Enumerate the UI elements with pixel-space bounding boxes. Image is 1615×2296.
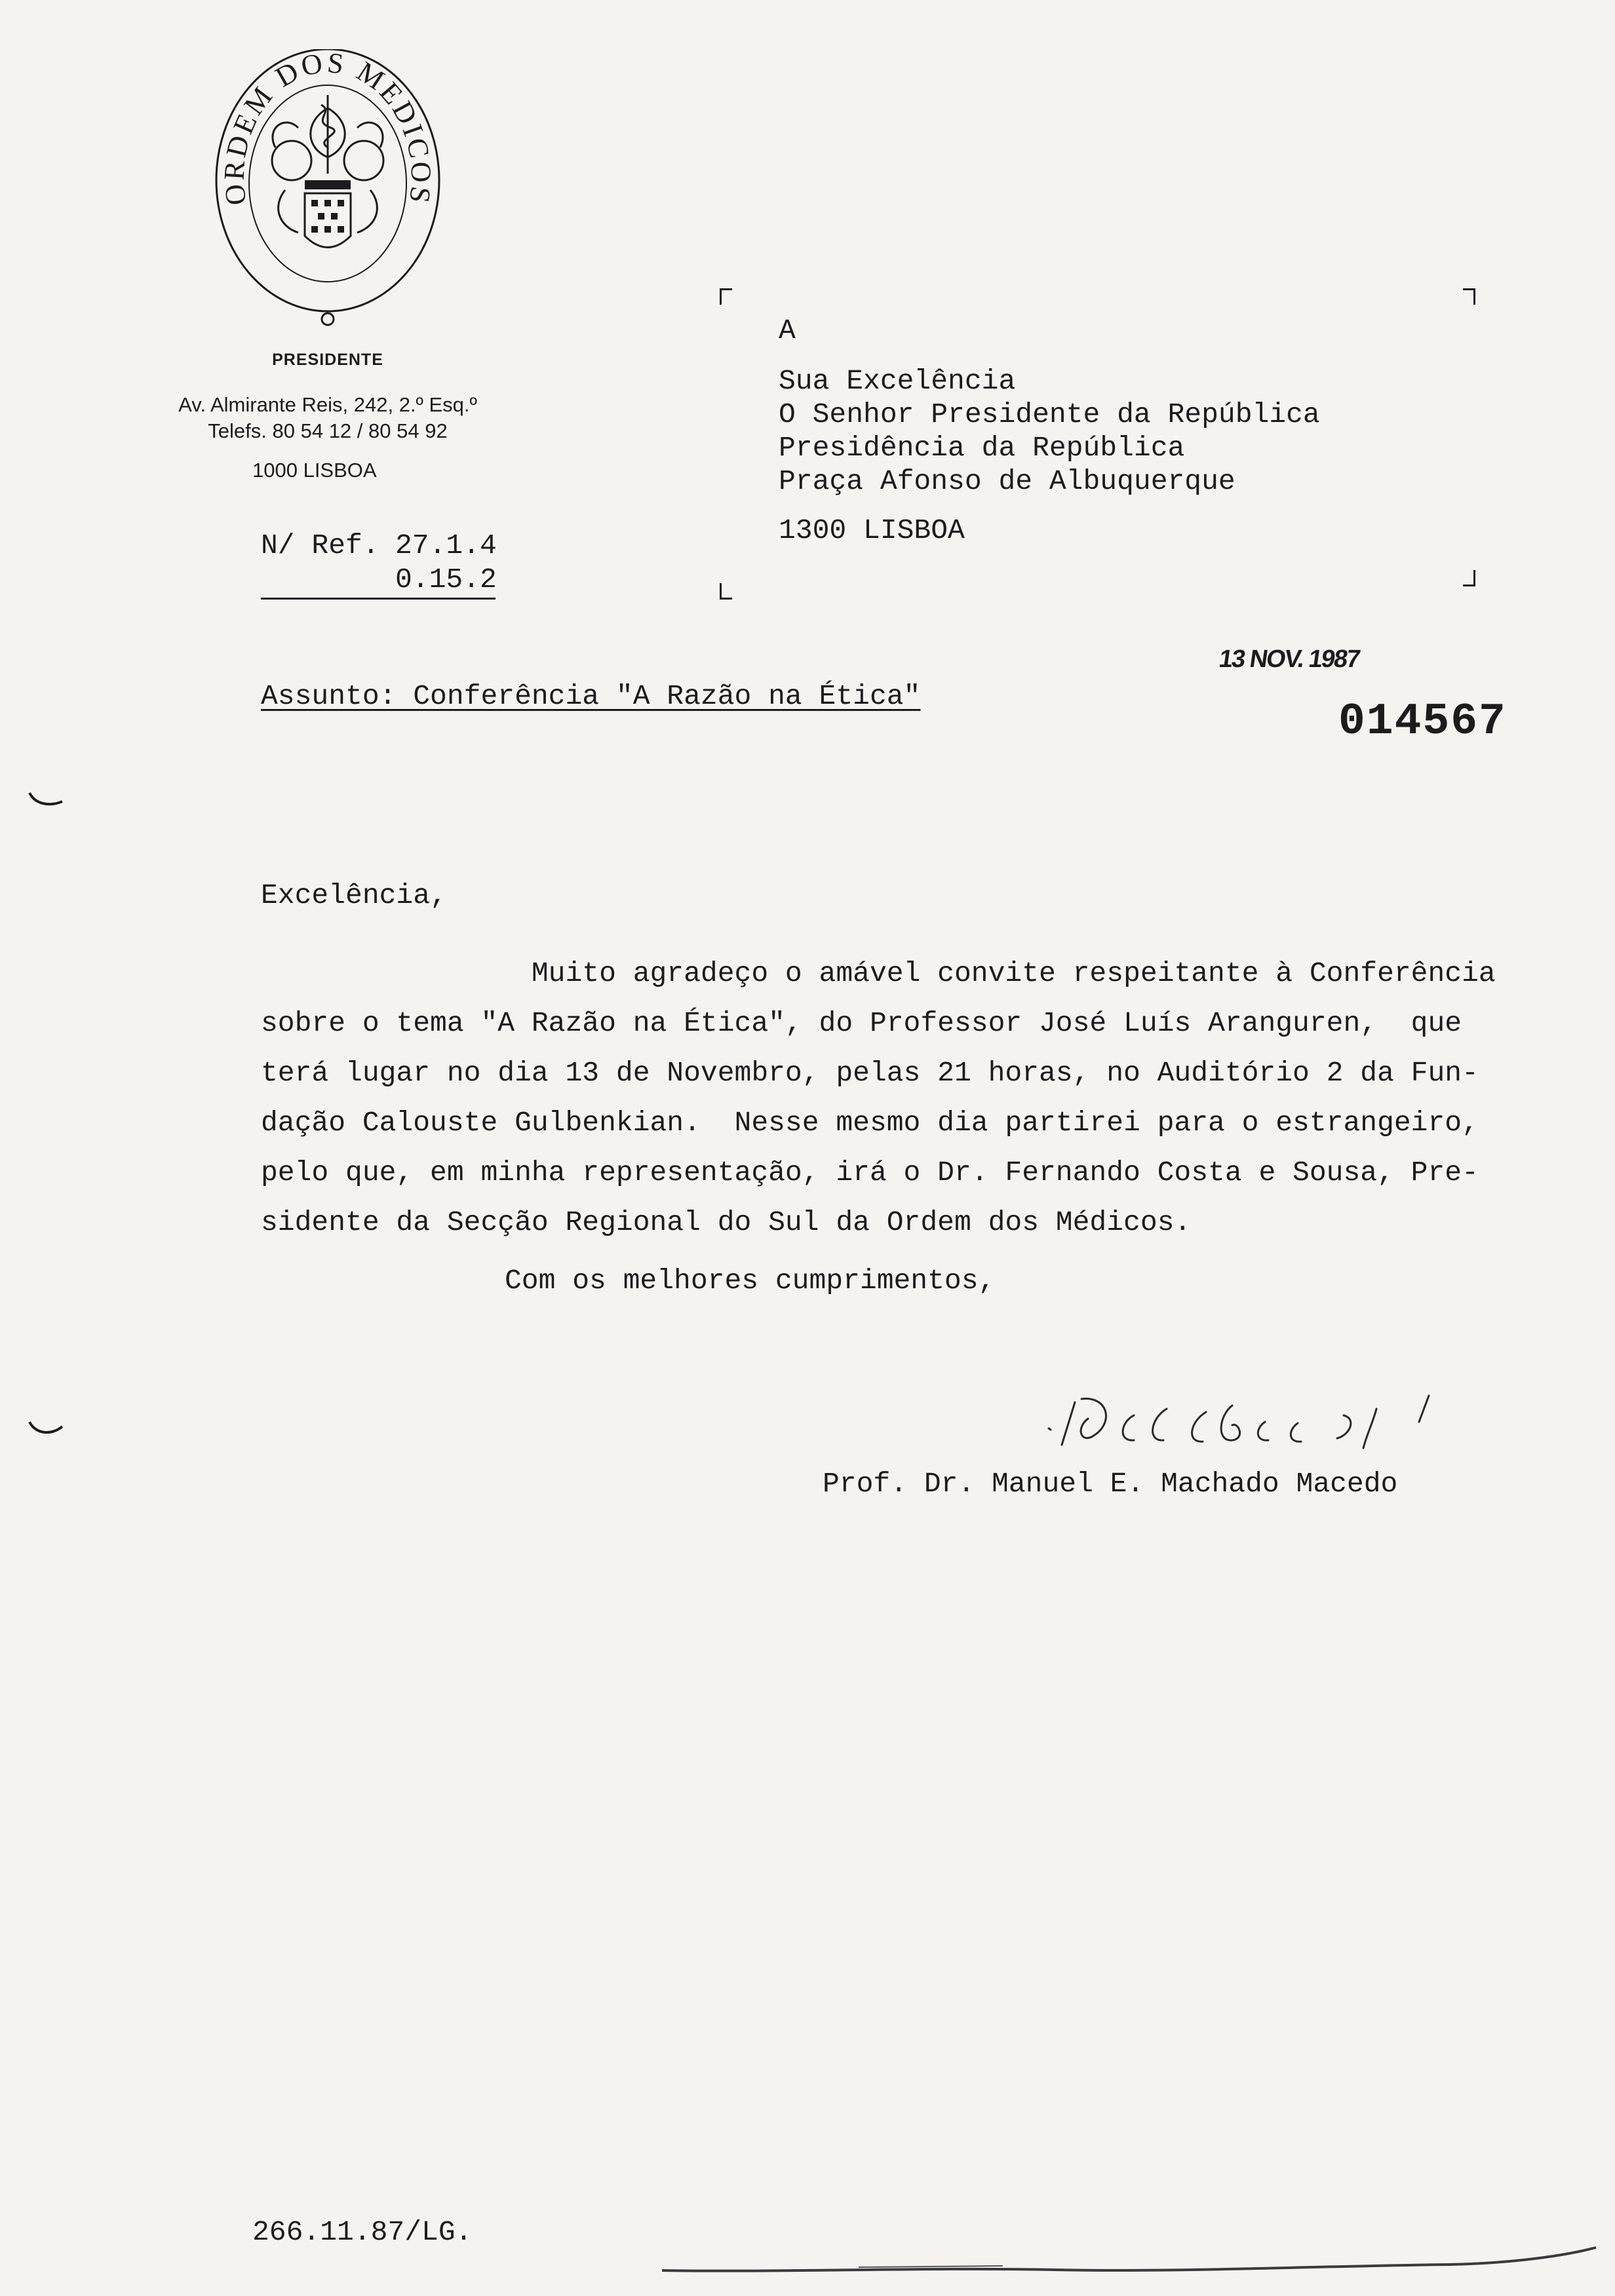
signer-name: Prof. Dr. Manuel E. Machado Macedo	[823, 1468, 1398, 1500]
body-line: pelo que, em minha representação, irá o Dr. Fernando Costa e Sousa, Pre-	[261, 1157, 1479, 1189]
salutation: Excelência,	[261, 879, 447, 911]
recipient-city: 1300 LISBOA	[779, 514, 965, 546]
window-corner-top-left	[720, 288, 732, 305]
registration-number: 014567	[1338, 697, 1507, 747]
letterhead-city: 1000 LISBOA	[252, 459, 377, 482]
letterhead-address	[144, 392, 511, 444]
window-corner-top-right	[1463, 288, 1475, 305]
ordem-dos-medicos-seal	[206, 49, 449, 331]
body-line: dação Calouste Gulbenkian. Nesse mesmo dia partirei para o estrangeiro,	[261, 1107, 1479, 1139]
handwritten-signature	[1036, 1383, 1534, 1461]
window-corner-bottom-left	[720, 583, 732, 600]
subject-line: Assunto: Conferência "A Razão na Ética"	[261, 680, 921, 712]
recipient-line: O Senhor Presidente da República	[779, 398, 1320, 430]
letterhead-title: PRESIDENTE	[272, 351, 383, 369]
date-stamp: 13 NOV. 1987	[1217, 645, 1361, 673]
recipient-address	[779, 364, 1320, 498]
body-line: terá lugar no dia 13 de Novembro, pelas 21 horas, no Auditório 2 da Fun-	[261, 1057, 1479, 1089]
body-line: sidente da Secção Regional do Sul da Ordem dos Médicos.	[261, 1206, 1192, 1238]
recipient-line: Sua Excelência	[779, 365, 1016, 397]
window-corner-bottom-right	[1463, 570, 1475, 586]
letter-body	[261, 949, 1496, 1248]
recipient-line: Presidência da República	[779, 432, 1185, 464]
reference-line-1: 27.1.4	[395, 529, 497, 562]
body-line: sobre o tema "A Razão na Ética", do Professor José Luís Aranguren, que	[261, 1007, 1462, 1039]
footer-reference: 266.11.87/LG.	[252, 2216, 473, 2248]
letterhead-phone-line: Telefs. 80 54 12 / 80 54 92	[208, 419, 448, 442]
recipient-prefix: A	[779, 315, 796, 347]
seal-ring-text: ORDEM DOS MEDICOS	[218, 49, 438, 208]
closing: Com os melhores cumprimentos,	[505, 1265, 996, 1297]
letterhead-address-line: Av. Almirante Reis, 242, 2.º Esq.º	[178, 393, 477, 416]
reference-label: N/ Ref.	[261, 529, 379, 562]
scan-edge-line	[662, 2241, 1599, 2280]
punch-mark	[26, 790, 66, 809]
reference-line-2: 0.15.2	[395, 564, 497, 596]
punch-mark	[26, 1419, 66, 1438]
body-line: Muito agradeço o amável convite respeitante à Conferência	[261, 957, 1496, 989]
recipient-line: Praça Afonso de Albuquerque	[779, 465, 1236, 497]
reference-underline	[261, 598, 496, 600]
